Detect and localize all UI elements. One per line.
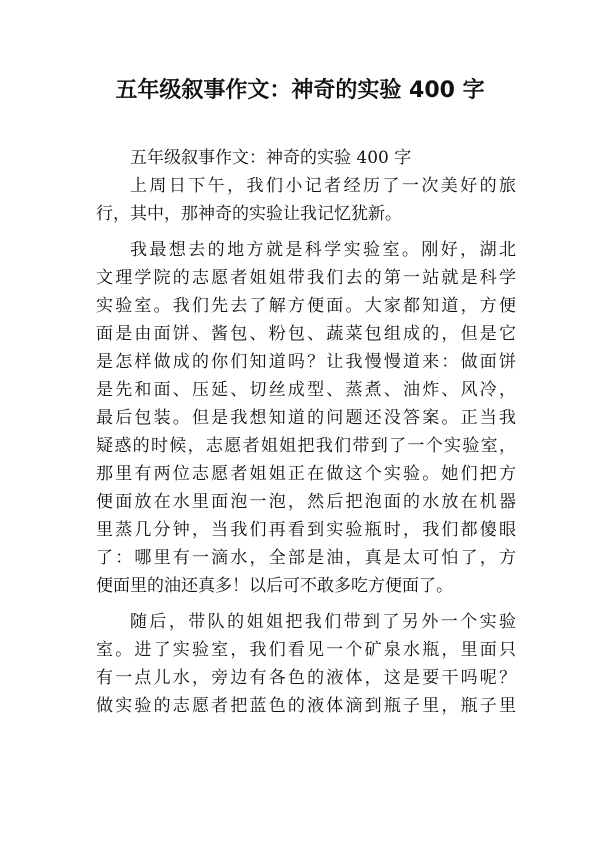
paragraph-line: 上周日下午，我们小记者经历了一次美好的旅 <box>130 176 516 196</box>
paragraph-line: 实验室。我们先去了解方便面。大家都知道，方便 <box>96 296 516 316</box>
paragraph-line: 行，其中，那神奇的实验让我记忆犹新。 <box>96 204 402 224</box>
paragraph-line: 那里有两位志愿者姐姐正在做这个实验。她们把方 <box>96 464 516 484</box>
paragraph-line: 我最想去的地方就是科学实验室。刚好，湖北 <box>130 240 516 260</box>
paragraph-gap <box>96 228 516 236</box>
paragraph-line: 是怎样做成的你们知道吗？让我慢慢道来：做面饼 <box>96 352 516 372</box>
paragraph-line: 便面里的油还真多！以后可不敢多吃方便面了。 <box>96 576 453 596</box>
paragraph-line: 便面放在水里面泡一泡，然后把泡面的水放在机器 <box>96 492 516 512</box>
subtitle-line: 五年级叙事作文：神奇的实验 400 字 <box>130 148 412 168</box>
paragraph-line: 随后，带队的姐姐把我们带到了另外一个实验 <box>130 612 516 632</box>
paragraph-line: 文理学院的志愿者姐姐带我们去的第一站就是科学 <box>96 268 516 288</box>
paragraph-line: 最后包装。但是我想知道的问题还没答案。正当我 <box>96 408 516 428</box>
paragraph-line: 面是由面饼、酱包、粉包、蔬菜包组成的，但是它 <box>96 324 516 344</box>
paragraph-line: 是先和面、压延、切丝成型、蒸煮、油炸、风冷， <box>96 380 516 400</box>
paragraph-line: 了：哪里有一滴水，全部是油，真是太可怕了，方 <box>96 548 516 568</box>
paragraph-line: 有一点儿水，旁边有各色的液体，这是要干吗呢？ <box>96 668 516 688</box>
paragraph-line: 室。进了实验室，我们看见一个矿泉水瓶，里面只 <box>96 640 516 660</box>
paragraph-line: 疑惑的时候，志愿者姐姐把我们带到了一个实验室， <box>96 436 516 456</box>
paragraph-gap <box>96 600 516 608</box>
paragraph-line: 做实验的志愿者把蓝色的液体滴到瓶子里，瓶子里 <box>96 696 516 716</box>
document-body <box>96 144 516 720</box>
document-title: 五年级叙事作文：神奇的实验 400 字 <box>115 78 485 103</box>
paragraph-line: 里蒸几分钟，当我们再看到实验瓶时，我们都傻眼 <box>96 520 516 540</box>
